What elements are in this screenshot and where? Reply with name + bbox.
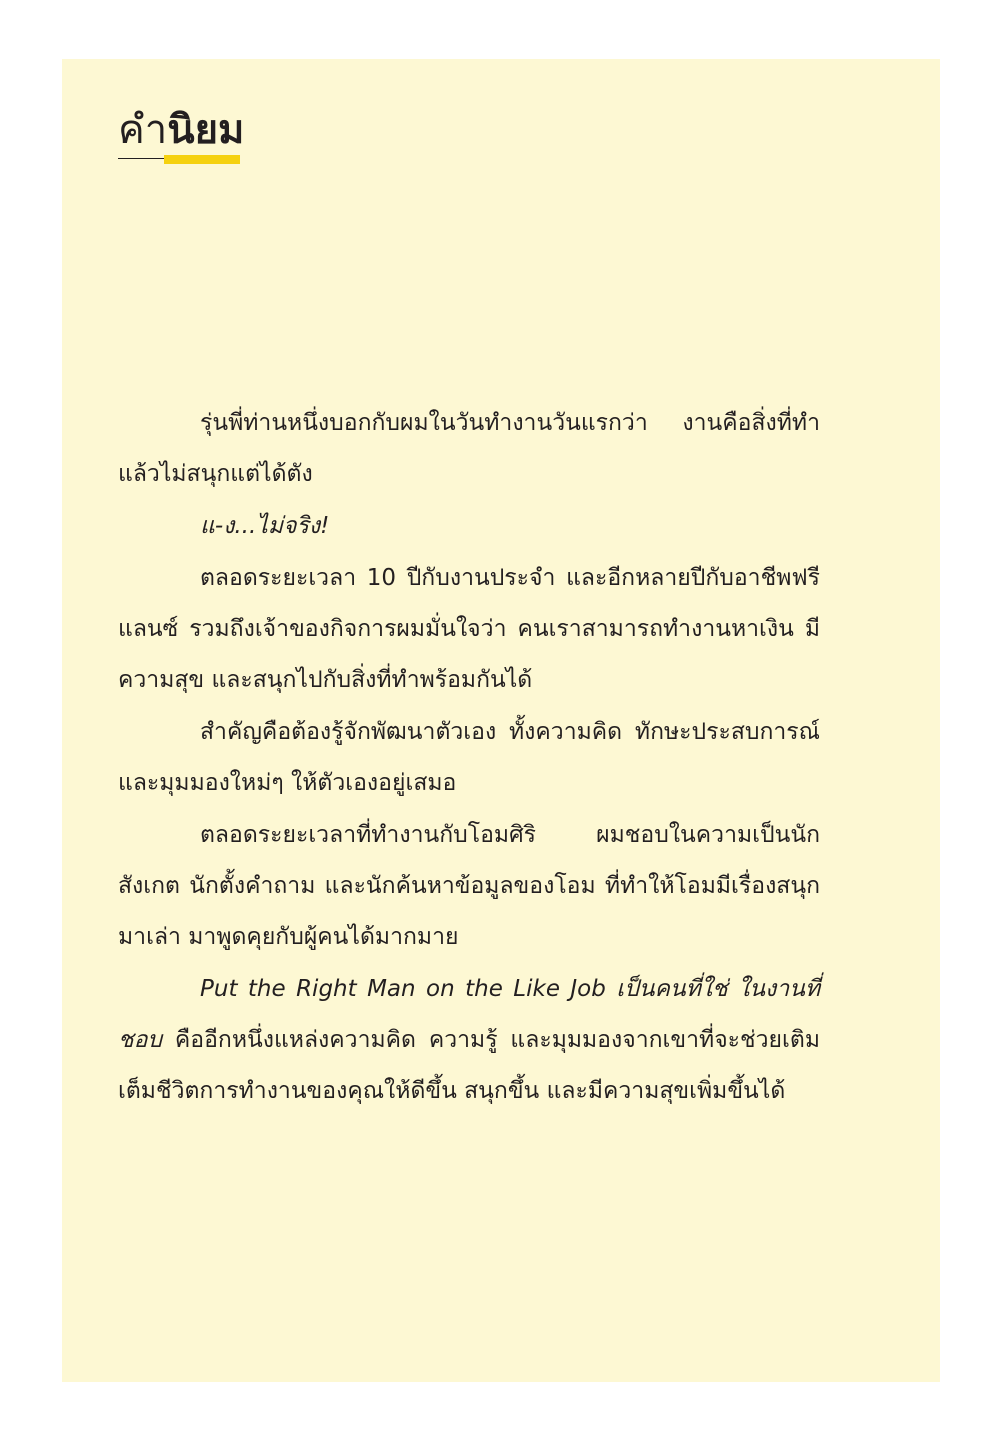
- foreword-body: [118, 398, 820, 1117]
- title-bold-part: นิยม: [167, 107, 245, 153]
- title-underline-thin: [118, 158, 164, 159]
- book-title: Put the Right Man on the Like Job เป็นคนที่ใช่ ในงานที่ชอบ: [118, 976, 820, 1053]
- page-title: [118, 104, 244, 156]
- paragraph-3: ตลอดระยะเวลา 10 ปีกับงานประจำ และอีกหลายปีกับอาชีพฟรีแลนซ์ รวมถึงเจ้าของกิจการผมมั่นใจว่า คนเราสามารถทำงานหาเงิน มีความสุข และสนุกไปกับสิ่งที่ทำพร้อมกันได้: [118, 565, 820, 693]
- paragraph-1: รุ่นพี่ท่านหนึ่งบอกกับผมในวันทำงานวันแรกว่า งานคือสิ่งที่ทำแล้วไม่สนุกแต่ได้ตัง: [118, 410, 820, 487]
- paragraph-6: [118, 964, 820, 1117]
- paragraph-5: ตลอดระยะเวลาที่ทำงานกับโอมศิริ ผมชอบในความเป็นนักสังเกต นักตั้งคำถาม และนักค้นหาข้อมูลของโอม ที่ทำให้โอมมีเรื่องสนุกมาเล่า มาพูดคุยกับผู้คนได้มากมาย: [118, 822, 820, 950]
- paragraph-4: สำคัญคือต้องรู้จักพัฒนาตัวเอง ทั้งความคิด ทักษะประสบการณ์ และมุมมองใหม่ๆ ให้ตัวเองอยู่เสมอ: [118, 719, 820, 796]
- title-light-part: คำ: [118, 107, 168, 153]
- paragraph-2-exclamation: แ-ง...ไม่จริง!: [200, 513, 330, 539]
- title-underline-accent: [164, 155, 240, 164]
- paragraph-6-rest: คืออีกหนึ่งแหล่งความคิด ความรู้ และมุมมองจากเขาที่จะช่วยเติมเต็มชีวิตการทำงานของคุณให้ดีขึ้น สนุกขึ้น และมีความสุขเพิ่มขึ้นได้: [118, 1027, 820, 1104]
